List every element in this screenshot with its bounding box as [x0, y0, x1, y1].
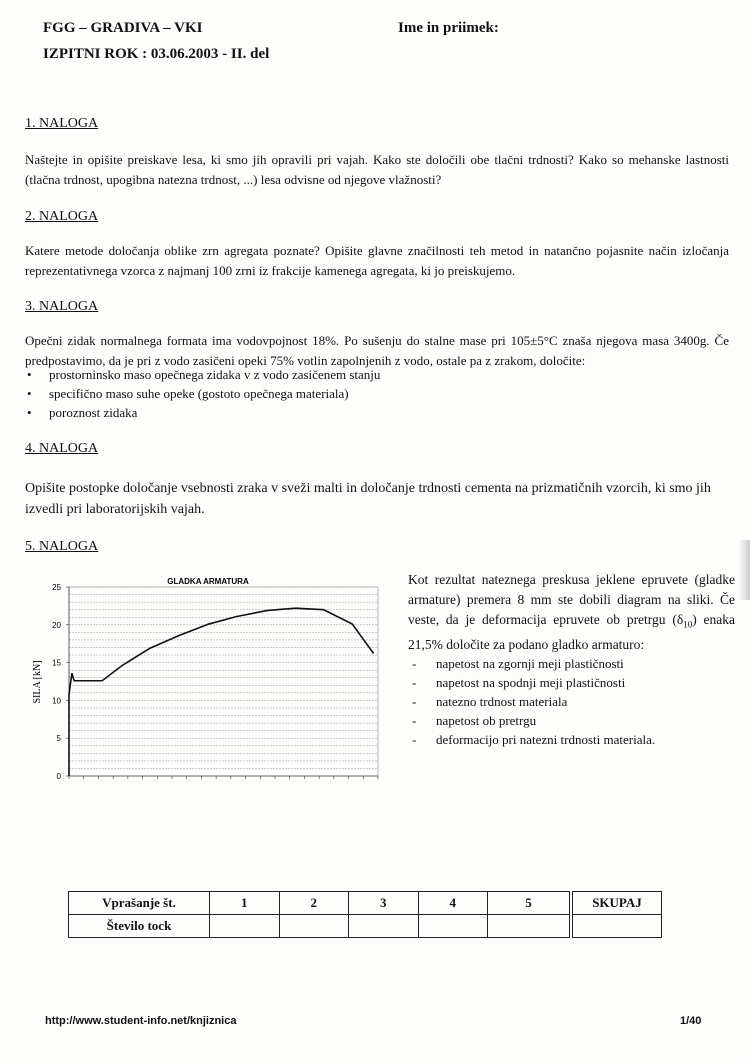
- list-item: • poroznost zidaka: [25, 403, 380, 422]
- score-cell[interactable]: [279, 915, 349, 938]
- table-header-cell: 2: [279, 892, 349, 915]
- table-row: [69, 915, 662, 938]
- task-4-title: 4. NALOGA: [25, 441, 99, 456]
- y-axis-label: SILA [kN]: [32, 660, 43, 704]
- y-tick-label: 25: [52, 583, 61, 592]
- y-tick-label: 20: [52, 620, 61, 630]
- task-1-text: Naštejte in opišite preiskave lesa, ki smo jih opravili pri vajah. Kako ste določili obe tlačni trdnosti? Kako so mehanske lastnosti (tlačna trdnost, upogibna natezna trdnost, ...) lesa odvisne od njegove vlažnosti?: [25, 152, 729, 187]
- scan-edge: [738, 540, 750, 600]
- subscript: 10: [683, 619, 693, 630]
- y-tick-label: 15: [52, 658, 61, 668]
- task-4-text: Opišite postopke določanje vsebnosti zraka v sveži malti in določanje trdnosti cementa na prizmatičnih vzorcih, ki smo jih izvedli pri laboratorijskih vajah.: [25, 481, 711, 517]
- table-header-cell: SKUPAJ: [571, 892, 662, 915]
- task-3-text: Opečni zidak normalnega formata ima vodovpojnost 18%. Po sušenju do stalne mase pri 105±5°C znaša njegova masa 3400g. Če predpostavimo, da je pri z vodo zasičeni opeki 75% votlin zapolnjenih z vodo, ostale pa z zrakom, določite:: [25, 333, 729, 368]
- exam-date: IZPITNI ROK : 03.06.2003 - II. del: [43, 46, 270, 62]
- list-item: - deformacijo pri natezni trdnosti materiala.: [408, 730, 655, 749]
- score-cell[interactable]: [488, 915, 571, 938]
- score-table: [68, 891, 662, 938]
- task-5-title: 5. NALOGA: [25, 539, 99, 554]
- task-5-text-a: Kot rezultat nateznega preskusa jeklene epruvete (gladke armature) premera 8 mm ste dobili diagram na sliki. Če veste, da je deformacija epruvete ob pretrgu (δ: [408, 572, 735, 627]
- table-header-cell: 4: [418, 892, 488, 915]
- force-chart: [20, 570, 400, 790]
- footer-url[interactable]: http://www.student-info.net/knjiznica: [45, 1015, 237, 1027]
- task-5-text-b: ) enaka 21,5% določite za podano gladko armaturo:: [408, 612, 735, 652]
- list-item: • specifično maso suhe opeke (gostoto opečnega materiala): [25, 384, 380, 403]
- task-2-title: 2. NALOGA: [25, 209, 99, 224]
- table-header-cell: 3: [349, 892, 419, 915]
- task-5-text: [408, 570, 735, 655]
- y-tick-label: 5: [56, 734, 61, 744]
- table-header-cell: Vprašanje št.: [69, 892, 210, 915]
- table-header-cell: 1: [210, 892, 280, 915]
- course-title: FGG – GRADIVA – VKI: [43, 20, 203, 36]
- total-cell[interactable]: [571, 915, 662, 938]
- score-cell[interactable]: [418, 915, 488, 938]
- task-2-text: Katere metode določanja oblike zrn agregata poznate? Opišite glavne značilnosti teh metod in natančno pojasnite način izločanja reprezentativnega vzorca z najmanj 100 zrni iz frakcije kamenega agregata, ki jo preiskujemo.: [25, 243, 729, 278]
- name-label: Ime in priimek:: [398, 20, 499, 36]
- list-item: - napetost na spodnji meji plastičnosti: [408, 673, 655, 692]
- table-row: [69, 892, 662, 915]
- force-curve: [69, 608, 374, 776]
- task-3-title: 3. NALOGA: [25, 299, 99, 314]
- task-5-list: [408, 654, 655, 749]
- table-row-label: Število tock: [69, 915, 210, 938]
- score-cell[interactable]: [210, 915, 280, 938]
- task-3-list: [25, 365, 380, 422]
- task-1-title: 1. NALOGA: [25, 116, 99, 131]
- chart-title: GLADKA ARMATURA: [167, 577, 249, 586]
- table-header-cell: 5: [488, 892, 571, 915]
- y-tick-label: 10: [52, 696, 61, 706]
- score-cell[interactable]: [349, 915, 419, 938]
- list-item: - napetost na zgornji meji plastičnosti: [408, 654, 655, 673]
- list-item: - napetost ob pretrgu: [408, 711, 655, 730]
- list-item: • prostorninsko maso opečnega zidaka v z vodo zasičenem stanju: [25, 365, 380, 384]
- y-tick-label: 0: [56, 772, 61, 781]
- page-number: 1/40: [680, 1015, 702, 1027]
- list-item: - natezno trdnost materiala: [408, 692, 655, 711]
